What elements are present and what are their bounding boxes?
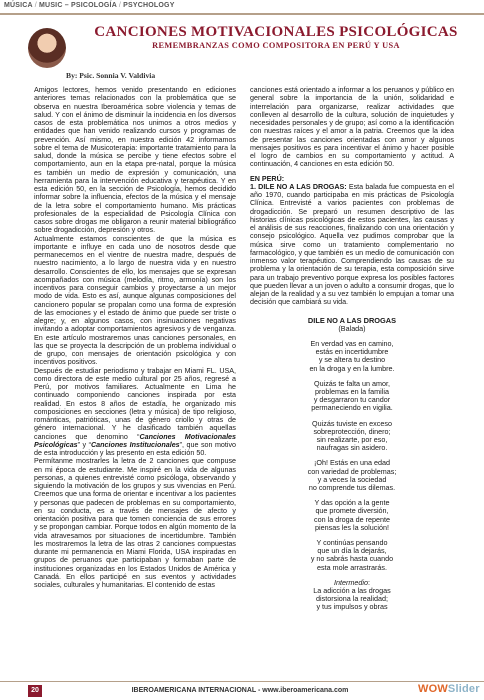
paragraph: Actualmente estamos conscientes de que la música es importante e influye en cada uno de nosotros desde que permanecemos en el vientre de nuestra madre, después de nuestro nacimiento, a lo largo de nuestra vida y en nuestro desarrollo. Conscientes de ello, los mensajes que se expresan acompañados con música (melodía, ritmo, armonía) son los incentivos para conseguir cambios y proyectarse a un mejor modo de vida. Esto es así, aunque algunas composiciones del cancionero popular se propalan como una forma de expresión de las emociones y el estado de ánimo que puede ser triste o alegre; y, en algunos casos, con insinuaciones negativas invitando a adoptar comportamientos agresivos y de venganza. En este artículo mostraremos unas canciones personales, en las que se proyecta la descripción de un problema individual o de grupo, con mensajes de orientación psicológica y con incentivos positivos. (34, 234, 236, 367)
header-divider (0, 13, 484, 15)
section-psychology-en: PSYCHOLOGY (123, 2, 175, 9)
stanza: ¡Oh! Estás en una edad con variedad de problemas; y a veces la sociedad no comprende tus dilemas. (307, 458, 397, 492)
section-psychology: PSICOLOGÍA (71, 2, 117, 9)
right-column (250, 86, 454, 686)
article-title: CANCIONES MOTIVACIONALES PSICOLÓGICAS (94, 24, 458, 40)
stanza: En verdad vas en camino, estás en incertidumbre y se altera tu destino en la droga y en la lumbre. (309, 338, 395, 373)
song-title: DILE NO A LAS DROGAS (307, 315, 397, 325)
song-heading: 1. DILE NO A LAS DROGAS: (250, 182, 347, 191)
song-genre: (Balada) (338, 323, 366, 333)
footer-text: IBEROAMERICANA INTERNACIONAL - www.iberoamericana.com (131, 687, 349, 694)
article-subtitle: REMEMBRANZAS COMO COMPOSITORA EN PERÚ Y USA (152, 41, 400, 50)
paragraph: 1. DILE NO A LAS DROGAS: Esta balada fue compuesta en el año 1970, cuando participaba en mis prácticas de Psicología Clínica. Entrevisté a varios pacientes con problemas de drogadicción. Se preparó un resumen descriptivo de las historias clínicas psicológicas de estos pacientes, las causas y el análisis de sus reacciones, finalizando con una orientación y consejo psicológico. Aquella vez pudimos comprobar que la música sirve como un tratamiento complementario no farmacológico, y que también es un medio de comunicación con inmenso valor terapéutico. Comprendiendo las causas de su problema y la orientación de su terapia, esta composición sirve para un trabajo preventivo porque expresa los posibles factores que pueden llevar a un joven o adulto a consumir drogas, que lo alejan de la realidad y a su vez también lo empujan a tomar una decisión que cambiará su vida. (250, 182, 454, 307)
quote-institutional: Canciones Institucionales (91, 440, 180, 449)
section-heading-peru: EN PERÚ: (250, 174, 285, 183)
section-header: MÚSICA / MUSIC – PSICOLOGÍA / PSYCHOLOGY (4, 2, 175, 9)
paragraph: Después de estudiar periodismo y trabajar en Miami FL. USA, como directora de este medio cultural por 25 años, regresé a Perú, por motivos familiares. Actualmente en Lima he continuado componiendo canciones inspirada por esta realidad. En estos 8 años de estadía, he organizado mis composiciones en secciones (letra y música) de tipo religioso, románticas, patrióticas, unas de género criollo y otras de género internacional. Y he clasificado también aquellas canciones que denomino “Canciones Motivacionales Psicológicas” y “Canciones Institucionales”, que son motivo de esta introducción y las presento en esta edición 50. (34, 366, 236, 457)
page-number: 20 (28, 685, 42, 697)
footer-divider (0, 681, 484, 682)
section-music: MÚSICA (4, 2, 33, 9)
stanza: Quizás tuviste en exceso sobreprotección, dinero; sin realizarte, por eso, naufragas sin asidero. (312, 418, 392, 453)
paragraph: Permítanme mostrarles la letra de 2 canciones que compuse en mi época de estudiante. Me inspiré en la vida de algunas personas, a quienes entrevisté como psicóloga, observando y siguiendo la motivación de los grupos y sus vivencias en Perú. Creemos que una forma de orientar e incentivar a los pacientes y personas que padecen de problemas en su comportamiento, en su conducta, es a través de mensajes de afecto y orientación positiva para que tomen conciencia de sus errores y se propongan cambiar. Porque todos en algún momento de la vida atravesamos por situaciones de incertidumbre. También les mostraremos la letra de las otras 2 canciones compuestas durante mi permanencia en Miami Florida, USA inspiradas en grupos de peruanos que participaban y formaban parte de instituciones organizadas en los Estados Unidos de América y Canadá. En ellos participé en sus eventos y actividades sociales, culturales y humanitarias. El contenido de estas (34, 457, 236, 589)
stanza: Y continúas pensando que un día la dejarás, y no sabrás hasta cuando esta mole arrastrarás. (310, 537, 394, 572)
song-lyrics (250, 317, 454, 612)
section-music-en: MUSIC (39, 2, 63, 9)
stanza: Y das opción a la gente que promete diversión, con la droga de repente piensas les la solución! (314, 498, 390, 532)
article-byline: By: Psic. Sonnia V. Valdivia (66, 71, 156, 80)
wowslider-logo: WOWSlider (418, 683, 480, 695)
paragraph: Amigos lectores, hemos venido presentando en ediciones anteriores temas relacionados con la problemática que se observa en nuestra Iberoamérica sobre violencia y temas de salud. Y con el ánimo de disminuir la incidencia en los diversos casos de esta problemática nos unimos a otros medios y entidades que han venido realizando cursos y programas de prevención. Así mismo, en nuestra edición 42 informamos sobre el tema de Musicoterapia: importante tratamiento para la salud, donde la música se percibe y tiene efectos sobre el comportamiento, aun en la etapa pre-natal, porque la música es también un medio de expresión y comunicación, una herramienta para la intervención educativa y terapéutica. Y en esta edición 50, en la sección de Psicología, hemos decidido informar sobre la influencia, efectos de la música y el mensaje de la letra sobre el comportamiento humano. Mis prácticas profesionales de la especialidad de Psicología Clínica con casos sobre drogas me obligaron a reunir material bibliográfico sobre drogadicción, depresión y otros. (34, 86, 236, 235)
stanza: Intermedio: La adicción a las drogas distorsiona la realidad; y tus impulsos y obras (313, 577, 391, 612)
left-column (34, 86, 236, 686)
quote-motivational: Canciones Motivacionales Psicológicas (34, 432, 236, 449)
interlude-label: Intermedio (334, 577, 368, 587)
stanza: Quizás te falta un amor, problemas en la familia y desgarraron tu candor permaneciendo en vigilia. (311, 378, 393, 413)
author-photo (28, 28, 66, 68)
paragraph: canciones está orientado a informar a los peruanos y público en general sobre la importancia de la unión, solidaridad e interrelación para organizarse, realizar actividades que conlleven al desarrollo de la cultura, solución de inquietudes y necesidades personales y de grupo; así como a la identificación con nuestras raíces y el amor a la patria. Creemos que la idea de presentar las canciones orientadas con amor y algunos mensajes positivos es para incentivar el ánimo y hacer posible el logro de cambios en su comportamiento y actitud. A continuación, 4 canciones en esta edición 50. (250, 86, 454, 169)
